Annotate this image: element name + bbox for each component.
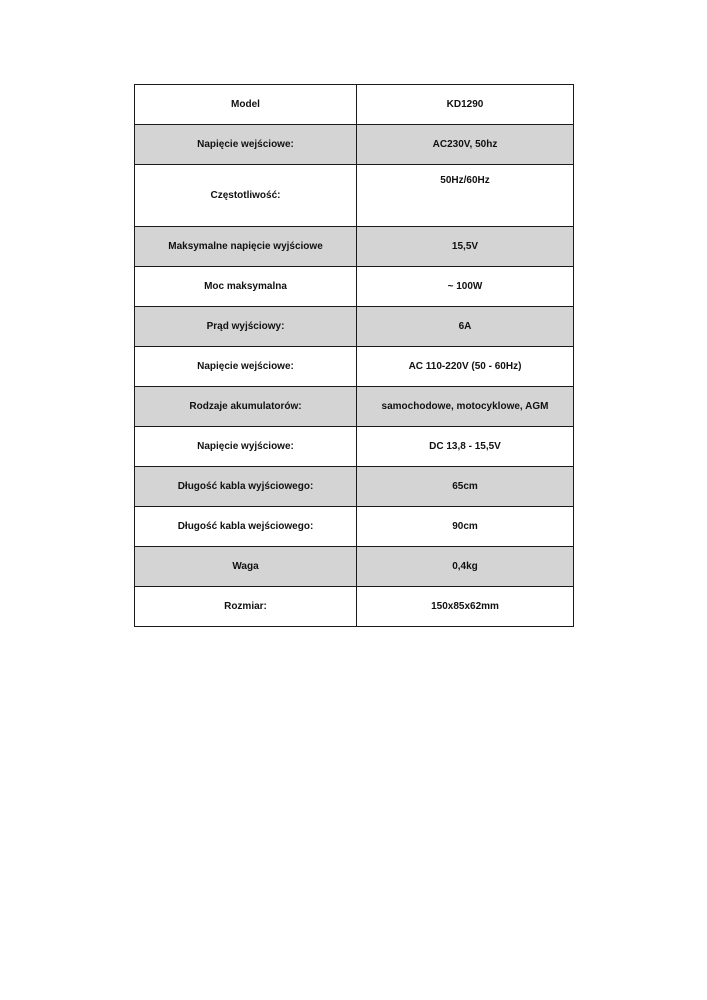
spec-value: 15,5V [357, 227, 574, 267]
table-row [135, 85, 574, 125]
spec-value: 6A [357, 307, 574, 347]
spec-label: Napięcie wejściowe: [135, 347, 357, 387]
table-row [135, 547, 574, 587]
spec-value: 0,4kg [357, 547, 574, 587]
spec-label: Waga [135, 547, 357, 587]
spec-label: Rodzaje akumulatorów: [135, 387, 357, 427]
spec-value: 50Hz/60Hz [357, 165, 574, 227]
spec-label: Częstotliwość: [135, 165, 357, 227]
spec-value: 150x85x62mm [357, 587, 574, 627]
table-row [135, 467, 574, 507]
spec-value: 90cm [357, 507, 574, 547]
spec-value: 65cm [357, 467, 574, 507]
spec-label: Prąd wyjściowy: [135, 307, 357, 347]
spec-value: KD1290 [357, 85, 574, 125]
spec-label: Długość kabla wejściowego: [135, 507, 357, 547]
spec-label: Długość kabla wyjściowego: [135, 467, 357, 507]
table-row [135, 267, 574, 307]
spec-label: Napięcie wejściowe: [135, 125, 357, 165]
table-row [135, 387, 574, 427]
table-row [135, 507, 574, 547]
spec-value: samochodowe, motocyklowe, AGM [357, 387, 574, 427]
table-row [135, 165, 574, 227]
table-row [135, 307, 574, 347]
spec-value: ~ 100W [357, 267, 574, 307]
table-row [135, 587, 574, 627]
table-row [135, 227, 574, 267]
table-row [135, 347, 574, 387]
spec-table [134, 84, 574, 627]
spec-label: Napięcie wyjściowe: [135, 427, 357, 467]
spec-value: DC 13,8 - 15,5V [357, 427, 574, 467]
spec-value: AC230V, 50hz [357, 125, 574, 165]
table-row [135, 427, 574, 467]
spec-label: Model [135, 85, 357, 125]
spec-label: Maksymalne napięcie wyjściowe [135, 227, 357, 267]
spec-value: AC 110-220V (50 - 60Hz) [357, 347, 574, 387]
table-row [135, 125, 574, 165]
spec-label: Rozmiar: [135, 587, 357, 627]
spec-label: Moc maksymalna [135, 267, 357, 307]
